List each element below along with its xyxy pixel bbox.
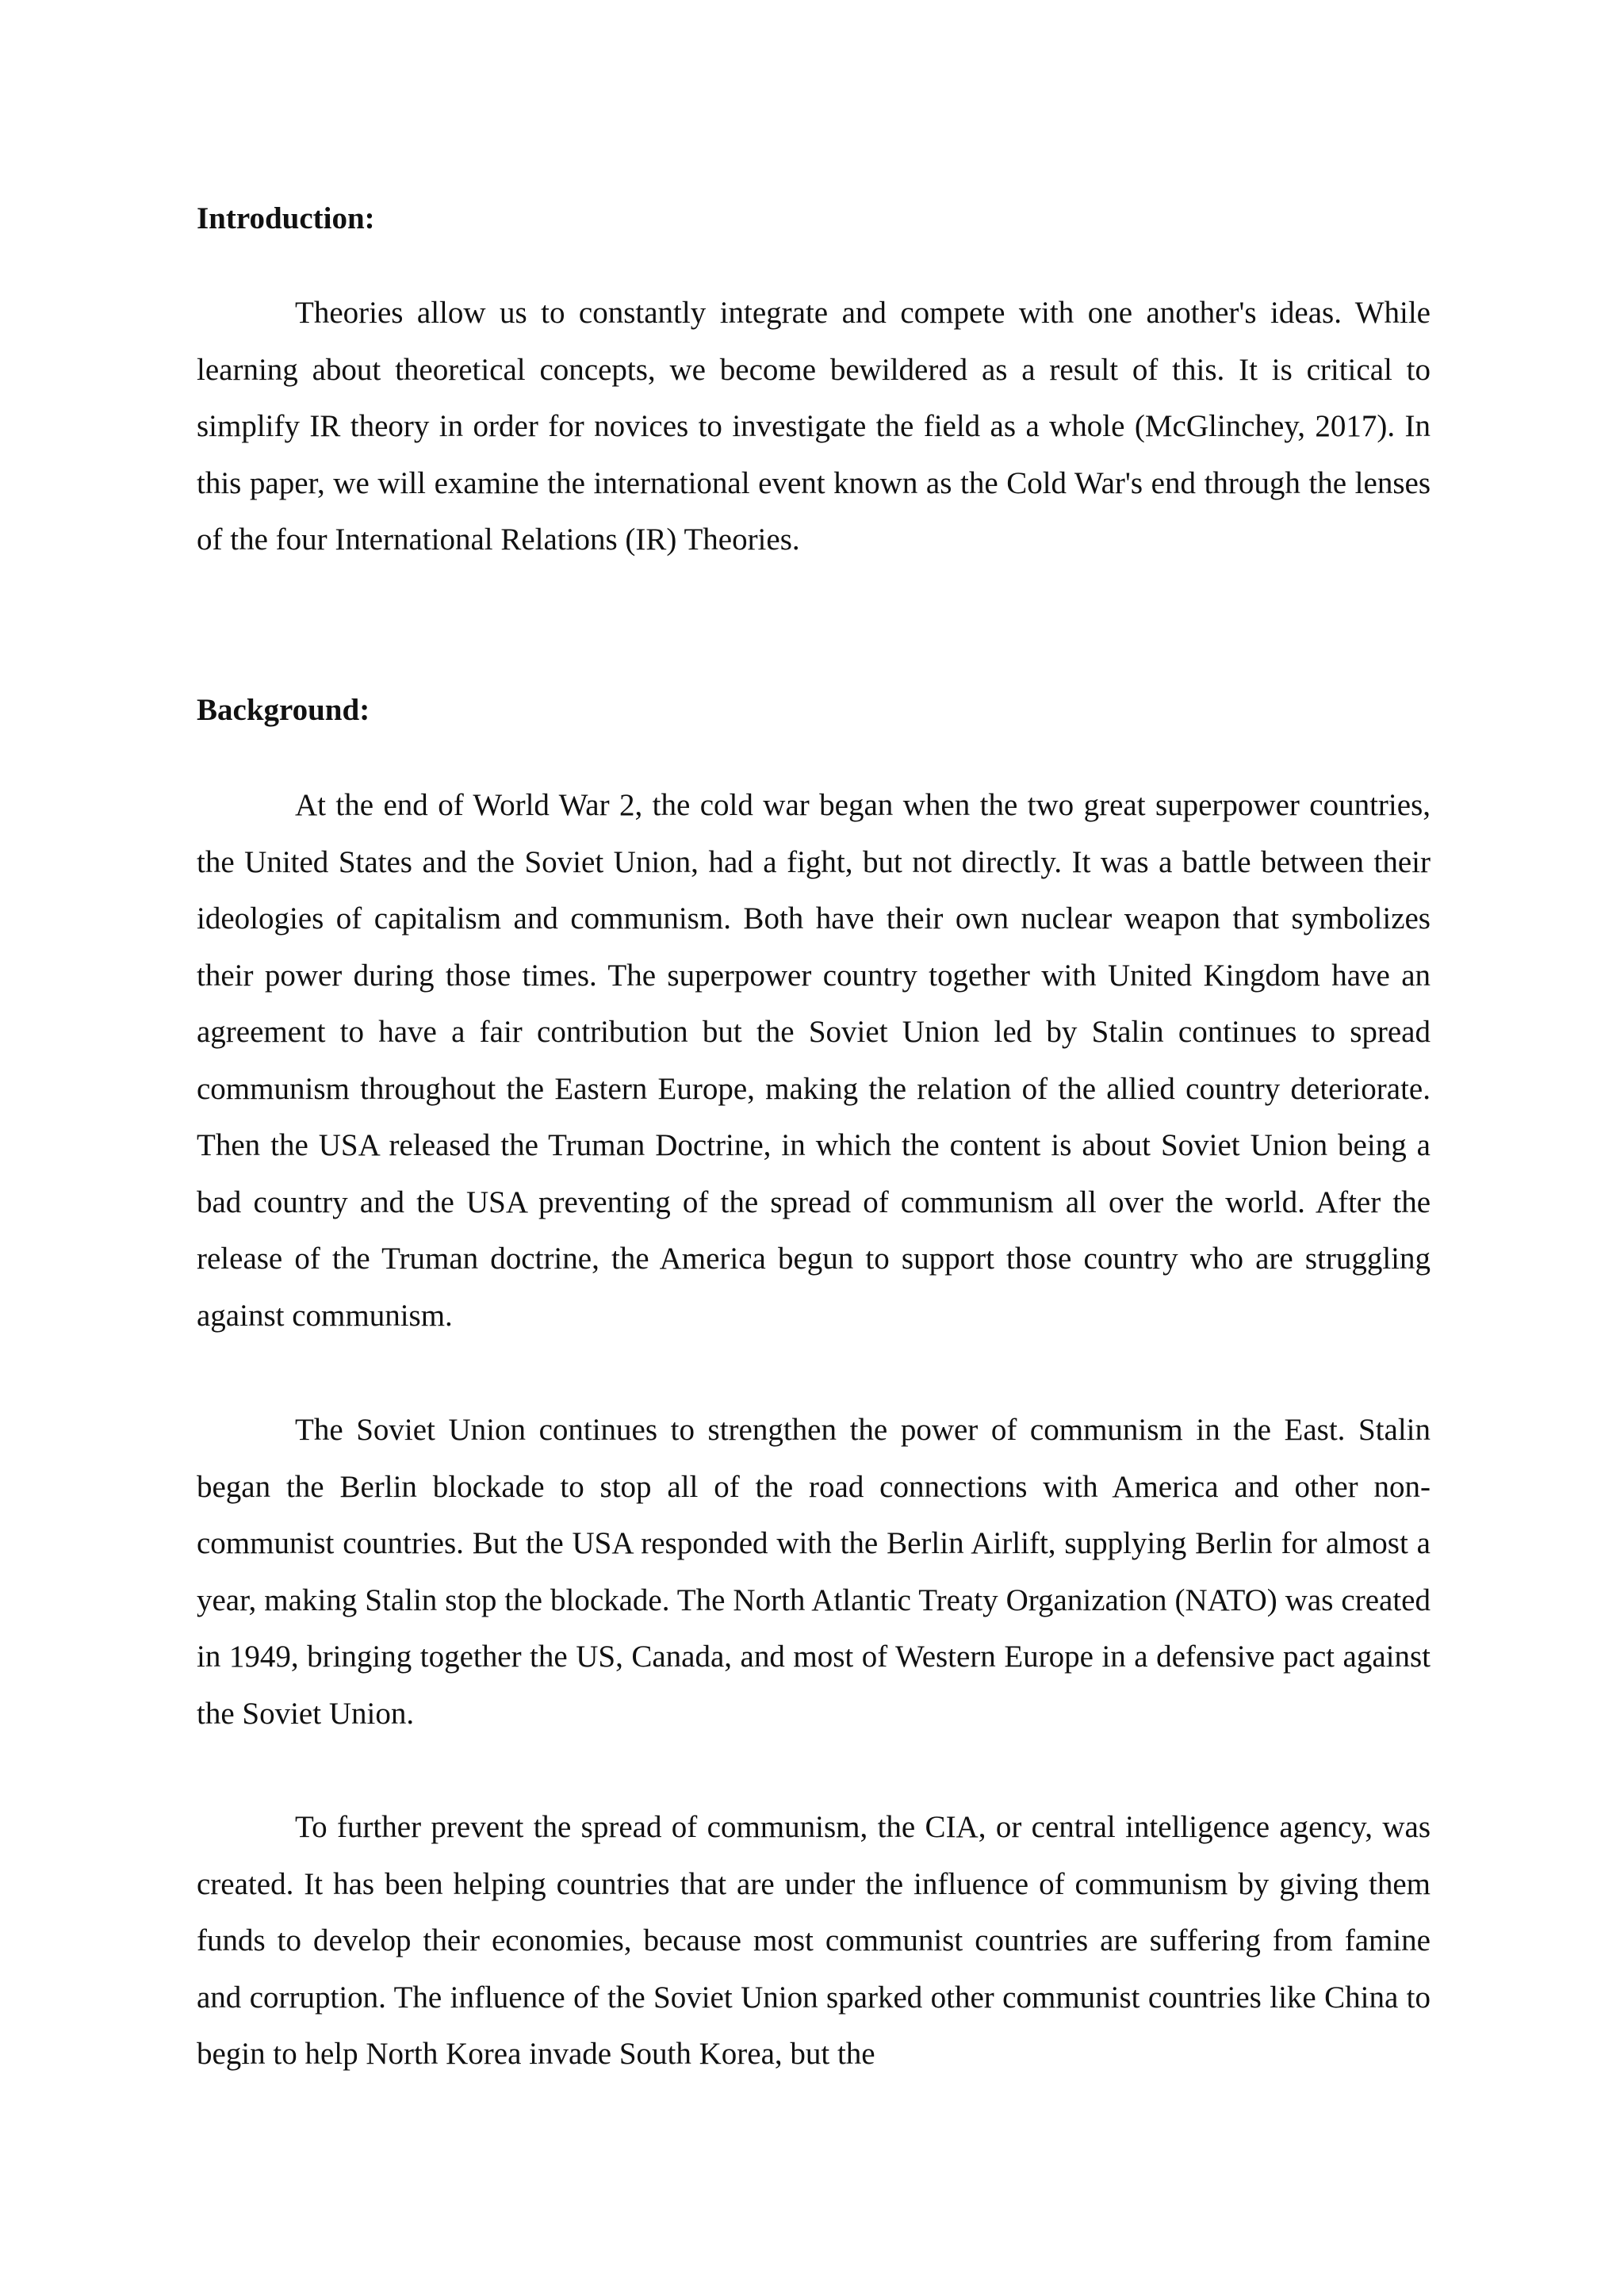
background-paragraph-1: At the end of World War 2, the cold war began when the two great superpower countries, the United States and the Soviet Union, had a fight, but not directly. It was a battle between their ideologies of capitalism and communism. Both have their own nuclear weapon that symbolizes their power during those times. The superpower country together with United Kingdom have an agreement to have a fair contribution but the Soviet Union led by Stalin continues to spread communism throughout the Eastern Europe, making the relation of the allied country deteriorate. Then the USA released the Truman Doctrine, in which the content is about Soviet Union being a bad country and the USA preventing of the spread of communism all over the world. After the release of the Truman doctrine, the America begun to support those country who are struggling against communism. [197,788,1431,1333]
introduction-paragraph: Theories allow us to constantly integrate and compete with one another's ideas. While learning about theoretical concepts, we become bewildered as a result of this. It is critical to simplify IR theory in order for novices to investigate the field as a whole (McGlinchey, 2017). In this paper, we will examine the international event known as the Cold War's end through the lenses of the four International Relations (IR) Theories. [197,296,1431,557]
introduction-heading: Introduction: [197,201,375,235]
background-heading: Background: [197,693,370,727]
background-paragraph-3: To further prevent the spread of communism, the CIA, or central intelligence agency, was created. It has been helping countries that are under the influence of communism by giving them funds to develop their economies, because most communist countries are suffering from famine and corruption. The influence of the Soviet Union sparked other communist countries like China to begin to help North Korea invade South Korea, but the [197,1810,1431,2071]
background-paragraph-2: The Soviet Union continues to strengthen the power of communism in the East. Stalin began the Berlin blockade to stop all of the road connections with America and other non-communist countries. But the USA responded with the Berlin Airlift, supplying Berlin for almost a year, making Stalin stop the blockade. The North Atlantic Treaty Organization (NATO) was created in 1949, bringing together the US, Canada, and most of Western Europe in a defensive pact against the Soviet Union. [197,1413,1431,1731]
